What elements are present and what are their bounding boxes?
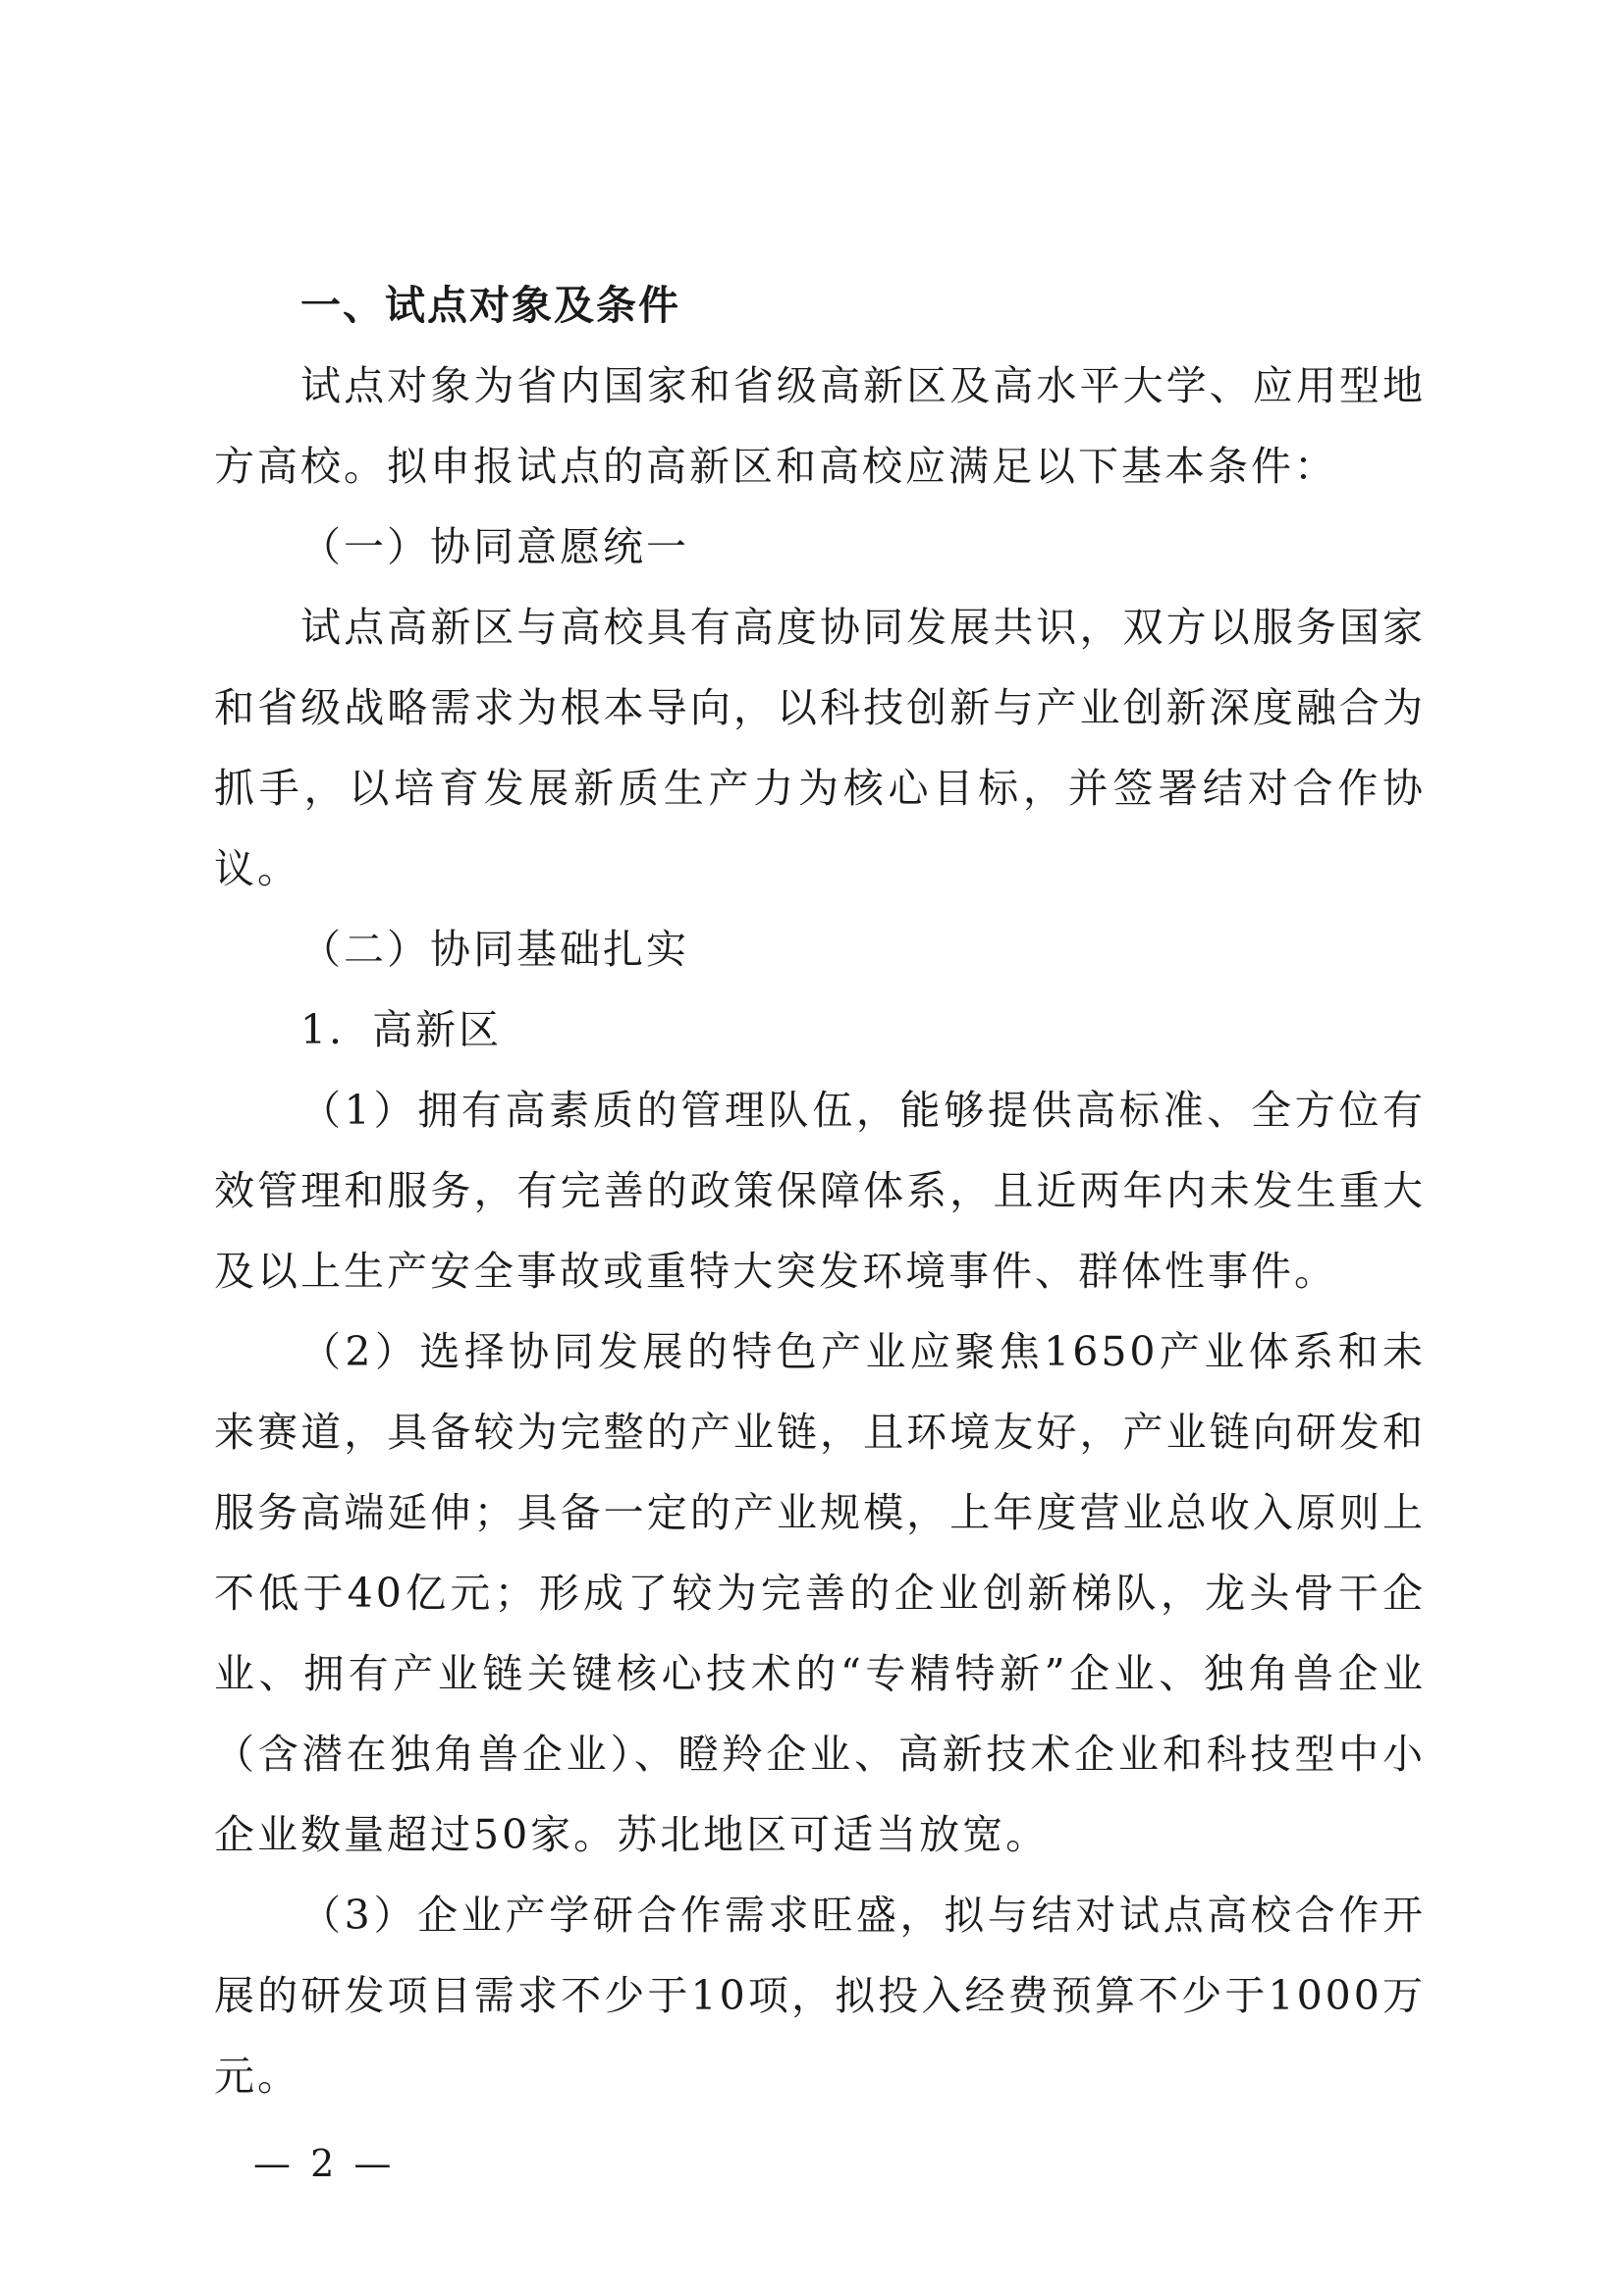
paragraph-cooperation: 试点高新区与高校具有高度协同发展共识，双方以服务国家和省级战略需求为根本导向，以科技创新与产业创新深度融合为抓手，以培育发展新质生产力为核心目标，并签署结对合作协议。 — [214, 604, 1426, 892]
paragraph-intro: 试点对象为省内国家和省级高新区及高水平大学、应用型地方高校。拟申报试点的高新区和高校应满足以下基本条件： — [214, 362, 1426, 490]
page-number: — 2 — — [253, 2142, 396, 2185]
item-heading-hi-tech-zone: 1．高新区 — [300, 1006, 503, 1053]
list-item-2: （2）选择协同发展的特色产业应聚焦1650产业体系和未来赛道，具备较为完整的产业链，且环境友好，产业链向研发和服务高端延伸；具备一定的产业规模，上年度营业总收入原则上不低于40亿元；形成了较为完善的企业创新梯队，龙头骨干企业、拥有产业链关键核心技术的“专精特新”企业、独角兽企业（含潜在独角兽企业）、瞪羚企业、高新技术企业和科技型中小企业数量超过50家。苏北地区可适当放宽。 — [214, 1328, 1426, 1858]
list-item-1: （1）拥有高素质的管理队伍，能够提供高标准、全方位有效管理和服务，有完善的政策保障体系，且近两年内未发生重大及以上生产安全事故或重特大突发环境事件、群体性事件。 — [214, 1087, 1426, 1295]
section-heading: 一、试点对象及条件 — [300, 282, 680, 329]
document-body — [214, 265, 1426, 2116]
subsection-heading-1: （一）协同意愿统一 — [300, 523, 689, 570]
list-item-3: （3）企业产学研合作需求旺盛，拟与结对试点高校合作开展的研发项目需求不少于10项，拟投入经费预算不少于1000万元。 — [214, 1892, 1426, 2100]
subsection-heading-2: （二）协同基础扎实 — [300, 926, 689, 973]
